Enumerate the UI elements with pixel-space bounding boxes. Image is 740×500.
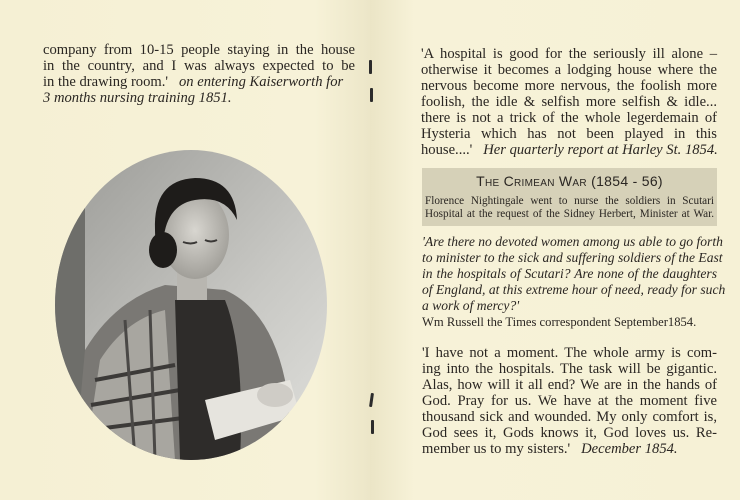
text-line: company from 10-15 people staying in the house xyxy=(43,42,355,58)
text-line xyxy=(422,441,717,457)
text-line: in the hospitals of Scutari? Are none of the daughters xyxy=(422,266,717,281)
text-line: to minister to the sick and suffering soldiers of the East xyxy=(422,250,723,265)
text-line: 'I have not a moment. The whole army is com- xyxy=(422,345,717,361)
text-line: Florence Nightingale went to nurse the soldiers in Scutari xyxy=(425,195,714,207)
staple-bottom-lower xyxy=(371,420,374,434)
russell-quote xyxy=(422,234,726,330)
caption: December 1854. xyxy=(581,441,678,457)
text-line xyxy=(43,74,355,90)
text-line: Hospital at the request of the Sidney Herbert, Minister at War. xyxy=(425,208,714,220)
text-line: Alas, how will it all end? We are in the hands of xyxy=(422,377,717,393)
text-line: a work of mercy?' xyxy=(422,298,520,313)
text-line: of England, at this extreme hour of need, ready for such xyxy=(422,282,726,297)
text-line xyxy=(421,142,717,158)
text-line: God. Pray for us. We have at the moment five xyxy=(422,393,717,409)
text-line: otherwise it becomes a lodging house where the xyxy=(421,62,717,78)
text-line: 'Are there no devoted women among us able to go forth xyxy=(422,234,723,249)
text-line: ing into the hospitals. The task will be gigantic. xyxy=(422,361,717,377)
section-title: The Crimean War (1854 - 56) xyxy=(476,173,663,189)
section-header-box xyxy=(422,168,717,226)
text-line: God sees it, Gods knows it, God loves us. Re- xyxy=(422,425,717,441)
caption: on entering Kaiserworth for xyxy=(178,74,344,90)
hospital-quote xyxy=(421,46,717,158)
portrait-photo xyxy=(55,150,327,460)
staple-top xyxy=(369,60,372,74)
section-description xyxy=(425,195,714,221)
text-line: thousand sick and wounded. My only comfort is, xyxy=(422,409,717,425)
text-line: Hysteria which has not been played in this xyxy=(421,126,717,142)
text-line: in the country, and I was always expected to be xyxy=(43,58,355,74)
text-line: foolish, the idle & selfish more selfish & idle... xyxy=(421,94,717,110)
staple-top-lower xyxy=(370,88,373,102)
left-quote xyxy=(43,42,355,106)
nightingale-letter xyxy=(422,345,717,457)
text-line: nervous become more nervous, the foolish more xyxy=(421,78,717,94)
text-line-end: house....' xyxy=(421,142,473,158)
caption-line xyxy=(43,90,355,106)
caption: Her quarterly report at Harley St. 1854. xyxy=(483,142,718,158)
text-line-quote: in the drawing room.' xyxy=(43,74,169,90)
caption: 3 months nursing training 1851. xyxy=(43,90,232,106)
text-line: there is not a trick of the whole legerdemain of xyxy=(421,110,717,126)
text-line: 'A hospital is good for the seriously ill alone – xyxy=(421,46,717,62)
text-line-end: member us to my sisters.' xyxy=(422,441,571,457)
attribution: Wm Russell the Times correspondent September1854. xyxy=(422,315,697,329)
